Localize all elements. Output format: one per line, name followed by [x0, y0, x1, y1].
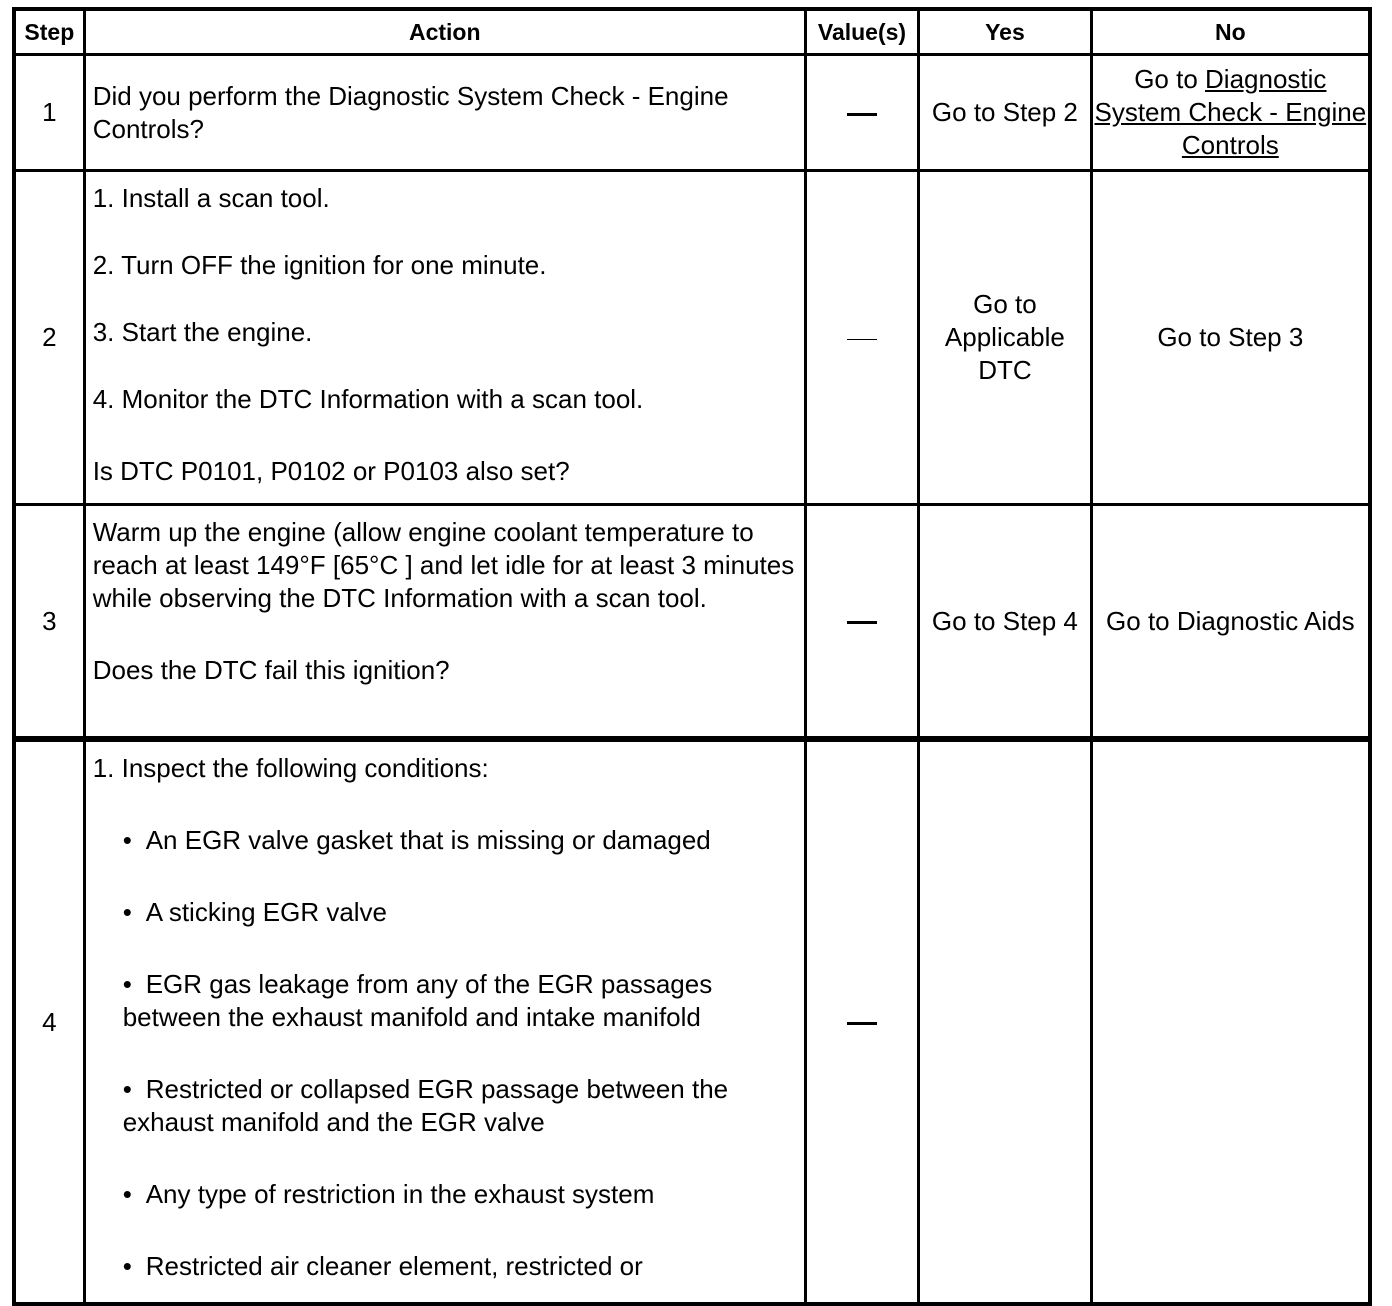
action-question: Does the DTC fail this ignition?: [92, 655, 450, 685]
header-no: No: [1091, 9, 1370, 55]
value-cell: [805, 55, 918, 171]
table-row: [14, 171, 1370, 505]
value-cell: [805, 505, 918, 740]
dash-icon: [847, 621, 877, 624]
bullet-item: [123, 896, 798, 929]
action-text: [84, 505, 805, 740]
bullet-icon: •: [122, 897, 132, 927]
header-row: [14, 9, 1370, 55]
no-result: [1091, 55, 1370, 171]
yes-result: Go to Step 4: [919, 505, 1092, 740]
bullet-text: Restricted air cleaner element, restricted or: [145, 1251, 643, 1281]
no-result: [1091, 739, 1370, 1304]
bullet-text: A sticking EGR valve: [145, 897, 388, 927]
bullet-icon: •: [122, 1074, 132, 1104]
value-cell: [805, 171, 918, 505]
action-question: Is DTC P0101, P0102 or P0103 also set?: [92, 456, 570, 486]
no-result: Go to Step 3: [1091, 171, 1370, 505]
yes-result: Go to Step 2: [919, 55, 1092, 171]
no-result: Go to Diagnostic Aids: [1091, 505, 1370, 740]
bullet-text: Restricted or collapsed EGR passage between the exhaust manifold and the EGR valve: [122, 1074, 729, 1137]
header-values: Value(s): [805, 9, 918, 55]
header-yes: Yes: [919, 9, 1092, 55]
diagnostic-table: [12, 7, 1372, 1306]
bullet-item: [123, 1250, 798, 1283]
step-number: 2: [14, 171, 84, 505]
bullet-item: [123, 968, 798, 1034]
action-text: [84, 55, 805, 171]
bullet-icon: •: [122, 1251, 132, 1281]
action-line: 4. Monitor the DTC Information with a scan tool.: [92, 384, 644, 414]
action-question: Did you perform the Diagnostic System Check - Engine Controls?: [92, 80, 729, 144]
value-cell: [805, 739, 918, 1304]
step-number: 4: [14, 739, 84, 1304]
step-number: 1: [14, 55, 84, 171]
table-row: [14, 739, 1370, 1304]
bullet-text: An EGR valve gasket that is missing or damaged: [145, 825, 711, 855]
action-line: 3. Start the engine.: [92, 317, 313, 347]
table-row: [14, 55, 1370, 171]
bullet-icon: •: [122, 825, 132, 855]
bullet-icon: •: [122, 969, 132, 999]
action-text: [84, 739, 805, 1304]
bullet-text: EGR gas leakage from any of the EGR passages between the exhaust manifold and intake manifold: [122, 969, 713, 1032]
action-line: 1. Install a scan tool.: [92, 183, 330, 213]
bullet-item: [123, 824, 798, 857]
bullet-icon: •: [122, 1179, 132, 1209]
bullet-item: [123, 1178, 798, 1211]
yes-result: Go to Applicable DTC: [919, 171, 1092, 505]
action-line: 2. Turn OFF the ignition for one minute.: [92, 250, 547, 280]
action-line: 1. Inspect the following conditions:: [92, 753, 489, 783]
table-row: [14, 505, 1370, 740]
dash-icon: [847, 113, 877, 116]
step-number: 3: [14, 505, 84, 740]
yes-result: [919, 739, 1092, 1304]
action-text: [84, 171, 805, 505]
action-line: Warm up the engine (allow engine coolant temperature to reach at least 149°F [65°C ] and let idle for at least 3 minutes while observing the DTC Information with a scan tool.: [92, 517, 795, 613]
header-step: Step: [14, 9, 84, 55]
header-action: Action: [84, 9, 805, 55]
bullet-item: [123, 1073, 798, 1139]
diagnostic-system-check-link[interactable]: Diagnostic System Check - Engine Controls: [1094, 64, 1367, 160]
bullet-text: Any type of restriction in the exhaust system: [145, 1179, 655, 1209]
no-prefix: Go to: [1134, 64, 1198, 94]
dash-icon: [847, 339, 877, 340]
dash-icon: [847, 1022, 877, 1025]
